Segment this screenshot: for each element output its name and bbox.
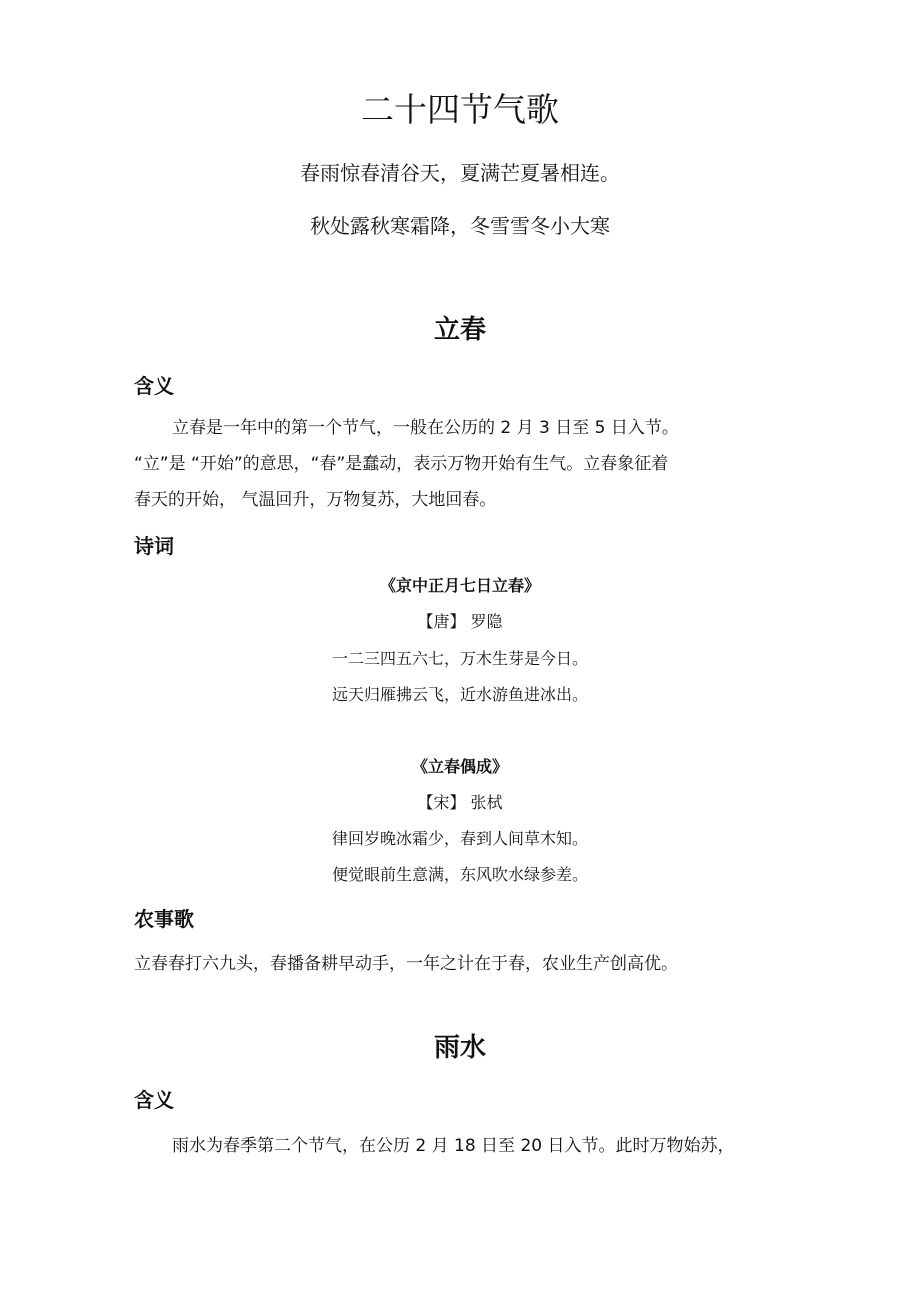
section-heading-meaning-yushui: 含义 <box>134 1088 174 1112</box>
poem-author-2: 【宋】 张栻 <box>417 793 503 812</box>
page-title: 二十四节气歌 <box>361 90 559 129</box>
meaning-text-line-3: 春天的开始， 气温回升，万物复苏，大地回春。 <box>134 490 497 510</box>
poem-line-2-1: 律回岁晚冰霜少，春到人间草木知。 <box>331 829 588 848</box>
section-heading-farm-song: 农事歌 <box>134 907 194 931</box>
term-heading-yushui: 雨水 <box>433 1033 486 1063</box>
song-verse-line-1: 春雨惊春清谷天，夏满芒夏暑相连。 <box>300 161 620 185</box>
section-heading-poetry: 诗词 <box>134 534 174 558</box>
poem-line-2-2: 便觉眼前生意满，东风吹水绿参差。 <box>331 865 588 884</box>
poem-line-1-2: 远天归雁拂云飞，近水游鱼进冰出。 <box>331 685 588 704</box>
poem-title-1: 《京中正月七日立春》 <box>379 576 540 595</box>
meaning-text-line-1: 立春是一年中的第一个节气，一般在公历的 2 月 3 日至 5 日入节。 <box>172 418 679 438</box>
farm-song-text: 立春春打六九头，春播备耕早动手，一年之计在于春，农业生产创高优。 <box>134 954 678 974</box>
poem-title-2: 《立春偶成》 <box>411 757 508 776</box>
poem-line-1-1: 一二三四五六七，万木生芽是今日。 <box>331 649 588 668</box>
yushui-meaning-text-line-1: 雨水为春季第二个节气，在公历 2 月 18 日至 20 日入节。此时万物始苏， <box>172 1136 735 1156</box>
meaning-text-line-2: “立”是 “开始”的意思，“春”是蠢动，表示万物开始有生气。立春象征着 <box>134 454 669 474</box>
song-verse-line-2: 秋处露秋寒霜降，冬雪雪冬小大寒 <box>310 214 610 238</box>
poem-author-1: 【唐】 罗隐 <box>417 612 503 631</box>
term-heading-lichun: 立春 <box>433 315 486 345</box>
section-heading-meaning: 含义 <box>134 374 174 398</box>
